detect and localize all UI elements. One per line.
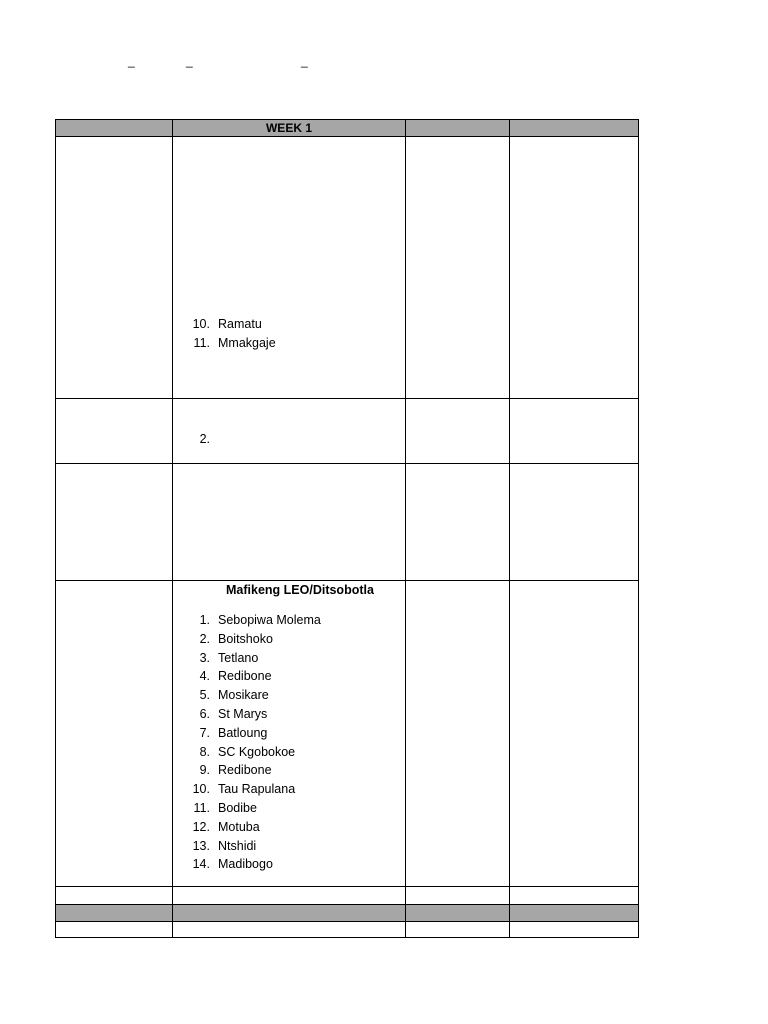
table-row	[56, 464, 639, 581]
list-item: 12. Motuba	[192, 819, 260, 834]
list-item: 13. Ntshidi	[192, 838, 257, 853]
row1-cell-3	[406, 137, 510, 399]
list-item: 7. Batloung	[199, 725, 268, 740]
list-item: 6. St Marys	[199, 706, 268, 721]
row5-cell-4	[510, 887, 639, 905]
row3-cell-1	[56, 464, 173, 581]
header-cell-1	[56, 120, 173, 137]
list-item: 10. Ramatu	[192, 317, 262, 331]
table-row	[56, 137, 639, 399]
row3-cell-3	[406, 464, 510, 581]
row3-cell-2	[173, 464, 406, 581]
shaded-cell-2	[173, 905, 406, 922]
list-item: 2. Boitshoko	[199, 631, 273, 646]
row7-cell-1	[56, 922, 173, 938]
list-item: 8. SC Kgobokoe	[199, 744, 296, 759]
top-mark-1: _	[128, 54, 135, 68]
row1-list-cell	[173, 137, 406, 399]
table-row	[56, 887, 639, 905]
shaded-cell-3	[406, 905, 510, 922]
row4-list	[173, 611, 405, 874]
row2-list	[173, 430, 405, 449]
list-item: 4. Redibone	[199, 669, 272, 684]
header-cell-3	[406, 120, 510, 137]
row4-cell-3	[406, 581, 510, 887]
row3-cell-4	[510, 464, 639, 581]
list-item: 5. Mosikare	[199, 688, 269, 703]
row4-list-cell	[173, 581, 406, 887]
row2-cell-3	[406, 399, 510, 464]
list-item: 11. Bodibe	[193, 800, 257, 815]
row7-cell-4	[510, 922, 639, 938]
schedule-table	[55, 119, 639, 938]
shaded-row	[56, 905, 639, 922]
row1-list	[173, 315, 405, 353]
week-heading: WEEK 1	[173, 120, 406, 137]
section-subheading: Mafikeng LEO/Ditsobotla	[226, 583, 374, 597]
row7-cell-3	[406, 922, 510, 938]
top-mark-3: _	[301, 54, 308, 68]
list-item: 9. Redibone	[199, 763, 272, 778]
row1-cell-1	[56, 137, 173, 399]
row1-cell-4	[510, 137, 639, 399]
header-cell-4	[510, 120, 639, 137]
row4-cell-1	[56, 581, 173, 887]
row5-cell-1	[56, 887, 173, 905]
list-item: 3. Tetlano	[199, 650, 259, 665]
list-item: 1. Sebopiwa Molema	[199, 613, 321, 627]
list-item: 10. Tau Rapulana	[192, 782, 296, 797]
header-row	[56, 120, 639, 137]
table-row	[56, 581, 639, 887]
row7-cell-2	[173, 922, 406, 938]
row5-cell-3	[406, 887, 510, 905]
row4-cell-4	[510, 581, 639, 887]
list-item: 14. Madibogo	[192, 857, 273, 872]
row2-cell-1	[56, 399, 173, 464]
row2-list-cell	[173, 399, 406, 464]
row2-cell-4	[510, 399, 639, 464]
list-item: 11. Mmakgaje	[193, 335, 276, 350]
shaded-cell-4	[510, 905, 639, 922]
row5-cell-2	[173, 887, 406, 905]
table-row	[56, 399, 639, 464]
shaded-cell-1	[56, 905, 173, 922]
top-mark-2: _	[186, 54, 193, 68]
list-item: 2.	[199, 432, 210, 446]
table-row	[56, 922, 639, 938]
